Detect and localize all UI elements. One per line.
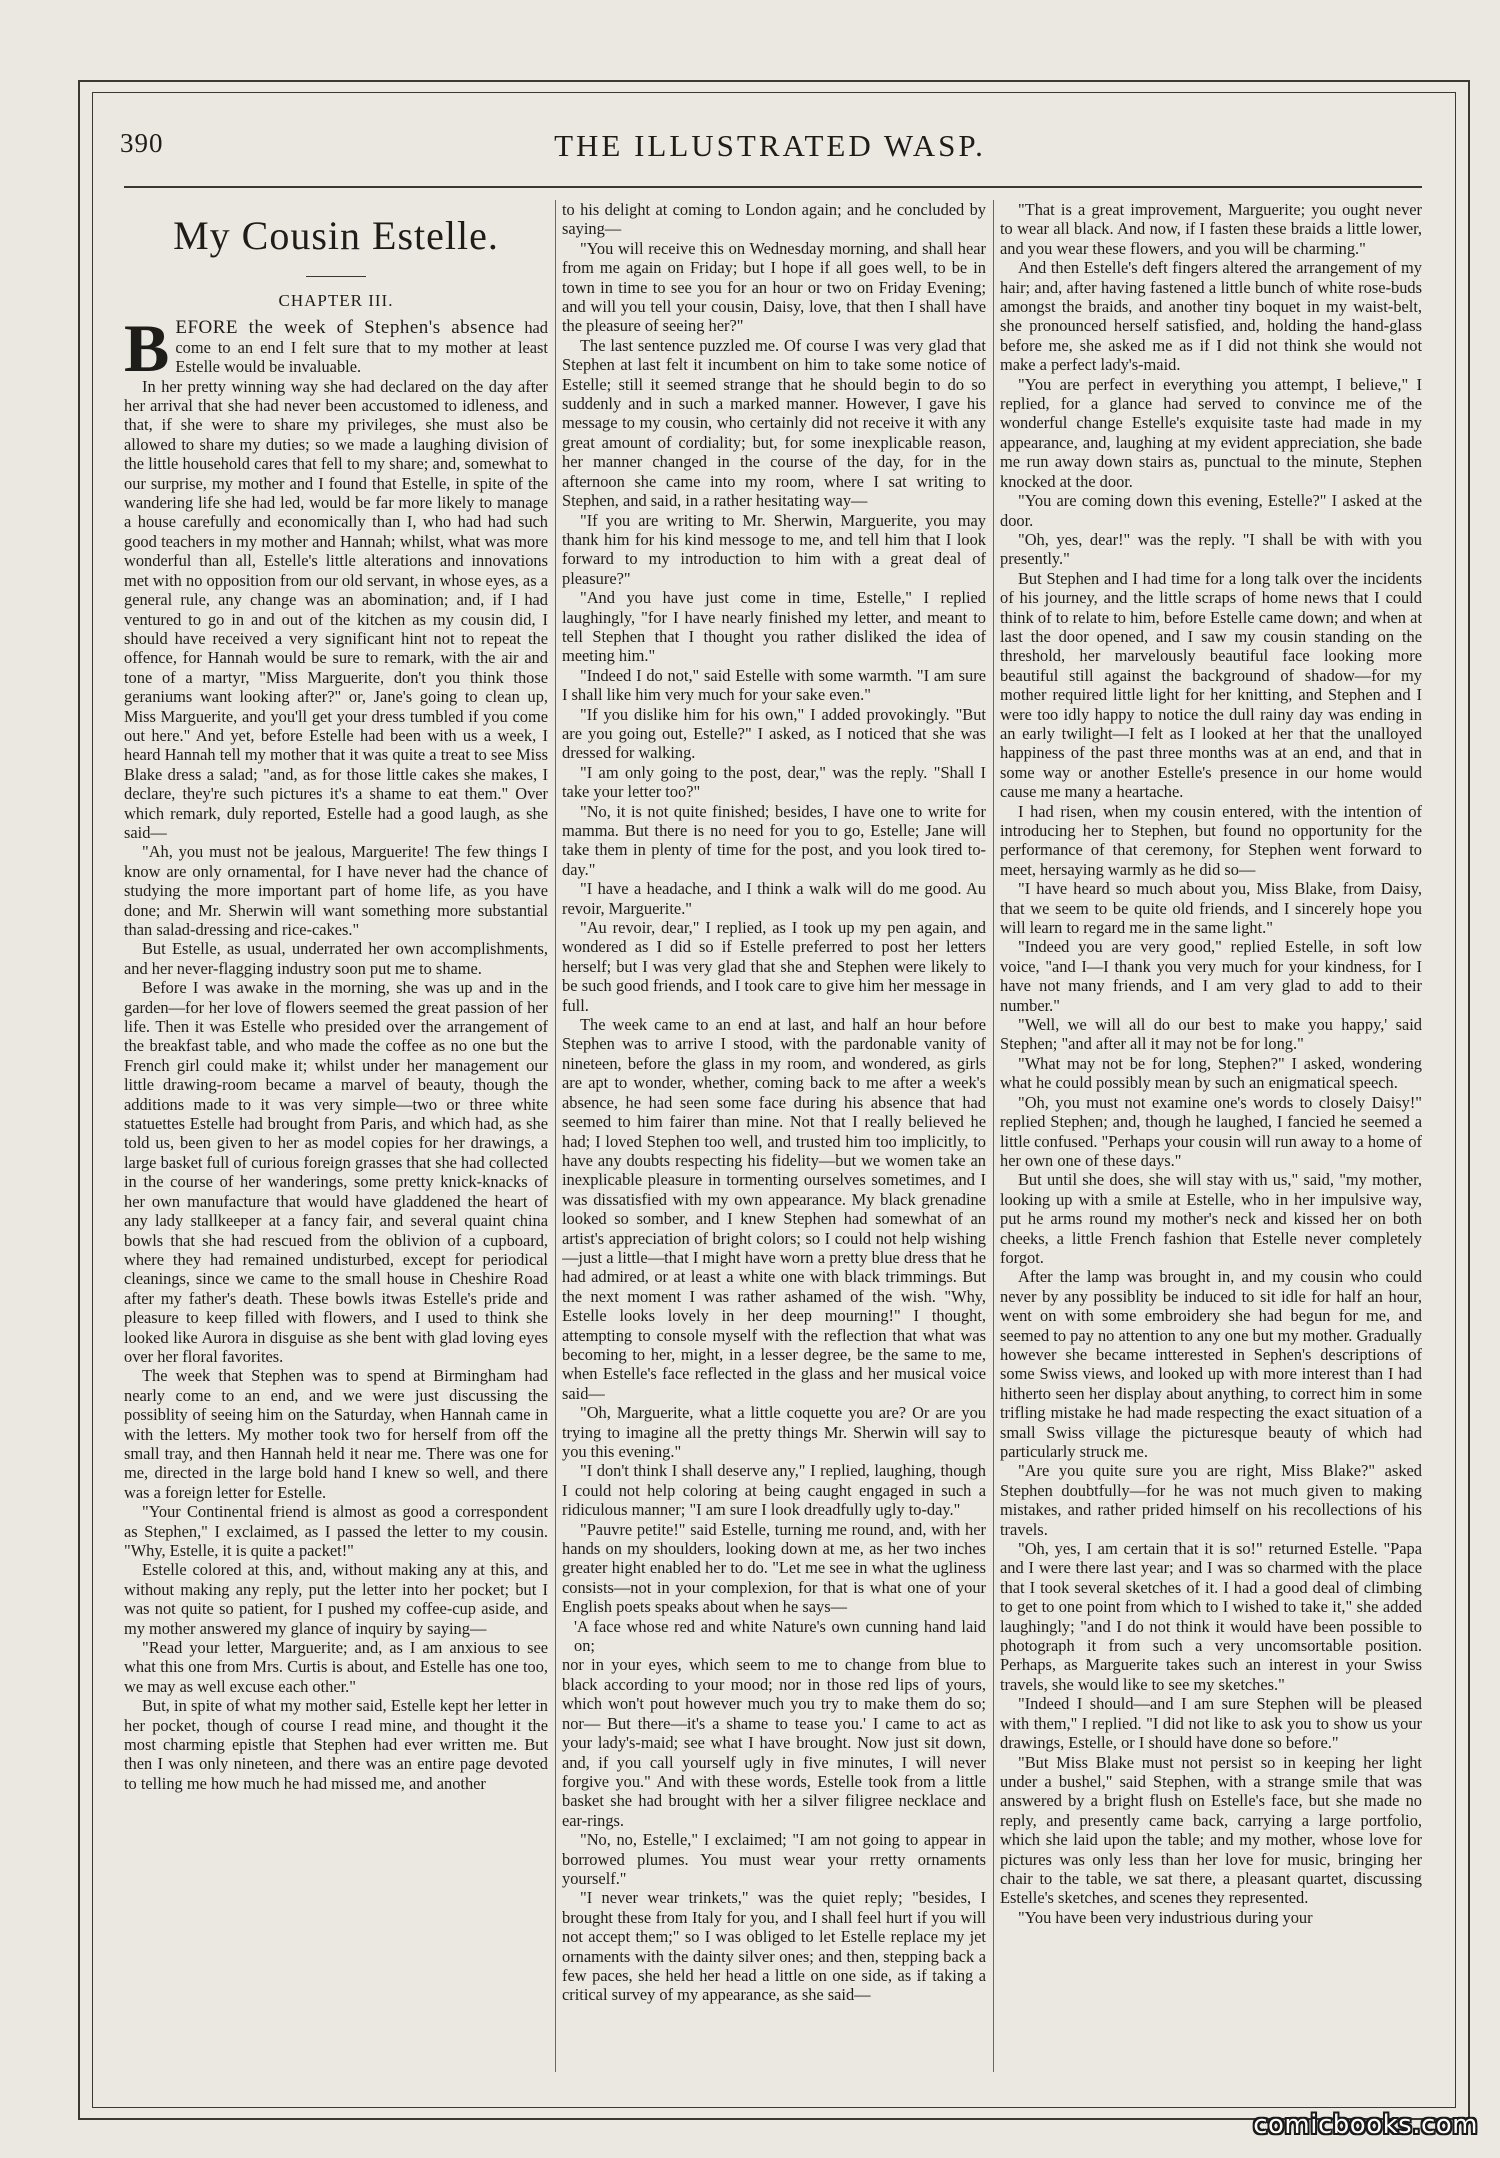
paragraph: "You have been very industrious during your: [1018, 1907, 1313, 1927]
article-columns: [124, 200, 1422, 2072]
paragraph: "I don't think I shall deserve any," I replied, laughing, though I could not help coloring at being caught engaged in such a ridiculous manner; "I am sure I look dreadfully ugly to-day.": [562, 1461, 986, 1520]
column-1: [124, 200, 548, 2072]
paragraph: Before I was awake in the morning, she was up and in the garden—for her love of flowers seemed the great passion of her life. Then it was Estelle who presided over the arrangement of the breakfast table, and who made the coffee as no one but the French girl could make it; whilst under her management our little drawing-room became a marvel of beauty, though the additions made to it was very simple—two or three white statuettes Estelle had brought from Paris, and which had, as she told us, been given to her as model copies for her drawings, a large basket full of curious foreign grasses that she had collected in the course of her wanderings, some pretty knick-knacks of her own manufacture that would have gladdened the heart of any lady stallkeeper at a fancy fair, and several quaint china bowls that she had rescued from the oblivion of a cupboard, where they had remained undisturbed, except for periodical cleanings, since we came to the small house in Cheshire Road after my father's death. These bowls itwas Estelle's pride and pleasure to keep filled with flowers, and I used to think she looked like Aurora in disguise as she bent with glad loving eyes over her floral favorites.: [124, 978, 548, 1366]
paragraph: "No, no, Estelle," I exclaimed; "I am not going to appear in borrowed plumes. You must wear your rretty ornaments yourself.": [562, 1830, 986, 1888]
paragraph: "If you are writing to Mr. Sherwin, Marguerite, you may thank him for his kind messoge to me, and tell him that I look forward to my introduction to him with a great deal of pleasure?": [562, 510, 986, 588]
drop-cap: B: [124, 310, 170, 387]
paragraph: "Are you quite sure you are right, Miss Blake?" asked Stephen doubtfully—for he was not much given to making mistakes, and rather prided himself on his recollections of his travels.: [1000, 1461, 1422, 1539]
paragraph: "I am only going to the post, dear," was the reply. "Shall I take your letter too?": [562, 762, 986, 802]
paragraph: I had risen, when my cousin entered, with the intention of introducing her to Stephen, but found no opportunity for the performance of that ceremony, for Stephen went forward to meet, hersaying warmly as he did so—: [1000, 801, 1422, 879]
paragraph: But Stephen and I had time for a long talk over the incidents of his journey, and the little scraps of home news that I could think of to relate to him, before Estelle came down; and when at last the door opened, and I saw my cousin standing on the threshold, her marvelously beautiful face looking more beautiful still against the background of shadow—for my mother required little light for her knitting, and Stephen and I were too idly happy to notice the dull rainy day was ending in an early twilight—I felt as I looked at her that the unalloyed happiness of the past three months was at an end, and that in some way or another Estelle's presence in our home would cause me many a heartache.: [1000, 568, 1422, 802]
paragraph: "Indeed I should—and I am sure Stephen will be pleased with them," I replied. "I did not like to ask you to show us your drawings, Estelle, or I should have done so before.": [1000, 1694, 1422, 1753]
header-rule: [124, 186, 1422, 188]
paragraph: "You are coming down this evening, Estelle?" I asked at the door.: [1000, 491, 1422, 530]
paragraph: In her pretty winning way she had declared on the day after her arrival that she had never been accustomed to idleness, and that, if she were to share my privileges, she must also be allowed to share my duties; so we made a laughing division of the little household cares that fell to my share; and, somewhat to our surprise, my mother and I found that Estelle, in spite of the wandering life she had led, would be far more likely to manage a house carefully and economically than I, who had had such good teachers in my mother and Hannah; whilst, what was more wonderful than all, Estelle's little alterations and innovations met with no opposition from our old servant, in whose eyes, as a general rule, any change was an abomination; and, if I had ventured to go in and out of the kitchen as my cousin did, I should have received a very significant hint not to repeat the offence, for Hannah would be sure to remark, with the air and tone of a martyr, "Miss Marguerite, don't you think those geraniums want looking after?" or, Jane's going to clean up, Miss Marguerite, and you'll get your dress tumbled if you come out here." And yet, before Estelle had been with us a week, I heard Hannah tell my mother that it was quite a treat to see Miss Blake dress a salad; "and, as for those little cakes she makes, I declare, they're such pictures it's a shame to eat them." Over which remark, duly reported, Estelle had a good laugh, as she said—: [124, 376, 548, 842]
paragraph: "And you have just come in time, Estelle," I replied laughingly, "for I have nearly finished my letter, and meant to tell Stephen that I thought you rather disliked the idea of meeting him.": [562, 588, 986, 666]
paragraph: After the lamp was brought in, and my cousin who could never by any possiblity be induced to sit idle for half an hour, went on with some embroidery she had begun for me, and seemed to pay no attention to any one but my mother. Gradually however she became intterested in Sephen's descriptions of some Swiss views, and looked up with more interest than I had hitherto seen her display about anything, to correct him in some trifling mistake he had made respecting the exact situation of a small Swiss village the picturesque beauty of which had particularly struck me.: [1000, 1267, 1422, 1461]
paragraph: "If you dislike him for his own," I added provokingly. "But are you going out, Estelle?" I asked, as I noticed that she was dressed for walking.: [562, 704, 986, 763]
paragraph: "Oh, yes, dear!" was the reply. "I shall be with with you presently.": [1000, 529, 1422, 569]
paragraph: to his delight at coming to London again; and he concluded by saying—: [562, 200, 986, 239]
paragraph: "Well, we will all do our best to make you happy,' said Stephen; "and after all it may not be for long.": [1000, 1015, 1422, 1054]
paragraph: "Oh, Marguerite, what a little coquette you are? Or are you trying to imagine all the pretty things Mr. Sherwin will say to you this evening.": [562, 1403, 986, 1461]
paragraph: "Oh, you must not examine one's words to closely Daisy!" replied Stephen; and, though he laughed, I fancied he seemed a little confused. "Perhaps your cousin will run away to a home of her own one of these days.": [1000, 1092, 1422, 1170]
paragraph-text: had come to an end I felt sure that to my mother at least Estelle would be invaluable.: [175, 318, 548, 377]
paragraph: But until she does, she will stay with us," said, "my mother, looking up with a smile at Estelle, who in her impulsive way, put he arms round my mother's neck and kissed her on both cheeks, a little French fashion that Estelle never completely forgot.: [1000, 1170, 1422, 1267]
paragraph: And then Estelle's deft fingers altered the arrangement of my hair; and, after having fastened a little bunch of white rose-buds amongst the braids, and another tiny boquet in my waist-belt, she pronounced herself satisfied, and, holding the hand-glass before me, she asked me as if I did not think she would not make a perfect lady's-maid.: [1000, 258, 1422, 375]
paragraph: But, in spite of what my mother said, Estelle kept her letter in her pocket, though of course I read mine, and thought it the most charming epistle that Stephen had ever written me. But then I was only nineteen, and there was an entire page devoted to telling me how much he had missed me, and another: [124, 1696, 548, 1793]
watermark-logo: comicbooks.com: [1253, 2110, 1478, 2140]
paragraph: "Oh, yes, I am certain that it is so!" returned Estelle. "Papa and I were there last year; and I was so charmed with the place that I took several sketches of it. I had a good deal of climbing to get to one point from which to I wished to take it," she added laughingly; "and I do not think it would have been possible to photograph it from such a very uncomsortable position. Perhaps, as Marguerite takes such an interest in your Swiss travels, she would like to see my sketches.": [1000, 1539, 1422, 1694]
paragraph: "Pauvre petite!" said Estelle, turning me round, and, with her hands on my shoulders, looking down at me, as her two inches greater hight enabled her to do. "Let me see in what the ugliness consists—not in your complexion, for that is what one of your English poets speaks about when he says—: [562, 1519, 986, 1617]
paragraph: But Estelle, as usual, underrated her own accomplishments, and her never-flagging industry soon put me to shame.: [124, 939, 548, 978]
paragraph: nor in your eyes, which seem to me to change from blue to black according to your mood; nor in those red lips of yours, which won't pout however much you try to make them do so; nor— But there—it's a shame to tease you.' I came to act as your lady's-maid; see what I have brought. Now just sit down, and, if you call yourself ugly in five minutes, I will never forgive you." And with these words, Estelle took from a little basket she had brought with her a silver filigree necklace and ear-rings.: [562, 1655, 986, 1830]
paragraph: "Indeed I do not," said Estelle with some warmth. "I am sure I shall like him very much for your sake even.": [562, 665, 986, 705]
column-3: [1000, 200, 1422, 2072]
paragraph: Estelle colored at this, and, without making any at this, and without making any reply, put the letter into her pocket; but I was not quite so patient, for I pushed my coffee-cup aside, and my mother answered my glance of inquiry by saying—: [124, 1560, 548, 1638]
paragraph: "Au revoir, dear," I replied, as I took up my pen again, and wondered as I did so if Estelle preferred to post her letters herself; but I was very glad that she and Stephen were likely to be such good friends, and I took care to give him her message in full.: [562, 918, 986, 1015]
paragraph: "I have heard so much about you, Miss Blake, from Daisy, that we seem to be quite old friends, and I sincerely hope you will learn to regard me in the same light.": [1000, 879, 1422, 938]
paragraph: "I never wear trinkets," was the quiet reply; "besides, I brought these from Italy for you, and I shall feel hurt if you will not accept them;" so I was obliged to let Estelle replace my jet ornaments with the dainty silver ones; and then, stepping back a few paces, she held her head a little on one side, as if taking a critical survey of my appearance, as she said—: [562, 1888, 986, 2005]
page-header: [120, 124, 1420, 168]
column-2: [562, 200, 986, 2072]
paragraph: The last sentence puzzled me. Of course I was very glad that Stephen at last felt it incumbent on him to take some notice of Estelle; still it seemed strange that he should begin to do so suddenly and in such a marked manner. However, I gave his message to my cousin, who certainly did not receive it with any great amount of cordiality; but, for some inexplicable reason, her manner changed in the course of the day, for in the afternoon she came into my room, where I sat writing to Stephen, and said, in a rather hesitating way—: [562, 335, 986, 511]
paragraph: "No, it is not quite finished; besides, I have one to write for mamma. But there is no need for you to go, Estelle; Jane will take them in plenty of time for the post, and you look tired to-day.": [562, 801, 986, 879]
paragraph: "Ah, you must not be jealous, Marguerite! The few things I know are only ornamental, for I have never had the chance of studying the more important part of home life, as you have done; and Mr. Sherwin will want something more substantial than salad-dressing and rice-cakes.": [124, 842, 548, 939]
paragraph: "But Miss Blake must not persist so in keeping her light under a bushel," said Stephen, with a strange smile that was answered by a bright flush on Estelle's face, but she made no reply, and presently came back, carrying a large portfolio, which she laid upon the table; and my mother, whose love for pictures was only less than her love for music, bringing her chair to the table, we sat there, a pleasant quartet, discussing Estelle's sketches, and scenes they represented.: [1000, 1752, 1422, 1908]
paragraph: "You will receive this on Wednesday morning, and shall hear from me again on Friday; but I hope if all goes well, to be in town in time to see you for an hour or two on Friday Evening; and will you tell your cousin, Daisy, love, that then I shall have the pleasure of seeing her?": [562, 238, 986, 336]
title-rule: [306, 276, 366, 277]
paragraph: "I have a headache, and I think a walk will do me good. Au revoir, Marguerite.": [562, 879, 986, 918]
paragraph: "What may not be for long, Stephen?" I asked, wondering what he could possibly mean by such an enigmatical speech.: [1000, 1053, 1422, 1093]
paragraph: The week came to an end at last, and half an hour before Stephen was to arrive I stood, with the pardonable vanity of nineteen, before the glass in my room, and wondered, as girls are apt to wonder, whether, coming back to me after a week's absence, he had seen some face during his absence that had seemed to him fairer than mine. Not that I really believed he had; I loved Stephen too well, and trusted him too implicitly, to have any doubts respecting his fidelity—but we women take an inexplicable pleasure in tormenting ourselves sometimes, and I was dissatisfied with my own appearance. My black grenadine looked so somber, and I knew Stephen had somewhat of an artist's appreciation of bright colors; so I could not help wishing—just a little—that I might have worn a pretty blue dress that he had admired, or at least a white one with black trimmings. But the next moment I was rather ashamed of the wish. "Why, Estelle looks lovely in her deep mourning!" I thought, attempting to console myself with the reflection that what was becoming to her, might, in a lesser degree, be the same to me, when Estelle's face reflected in the glass and her musical voice said—: [562, 1015, 986, 1403]
paragraph: "Indeed you are very good," replied Estelle, in soft low voice, "and I—I thank you very much for your kindness, for I have not many friends, and I am very glad to add to their number.": [1000, 937, 1422, 1015]
paragraph: 'A face whose red and white Nature's own cunning hand laid on;: [574, 1616, 986, 1656]
chapter-heading: CHAPTER III.: [278, 291, 394, 310]
masthead: THE ILLUSTRATED WASP.: [554, 128, 986, 163]
story-title: My Cousin Estelle.: [173, 213, 499, 258]
paragraph: "That is a great improvement, Marguerite; you ought never to wear all black. And now, if I fasten these braids a little lower, and you wear these flowers, and you will be charming.": [1000, 200, 1422, 258]
paragraph: "Your Continental friend is almost as good a correspondent as Stephen," I exclaimed, as I passed the letter to my cousin. "Why, Estelle, it is quite a packet!": [124, 1502, 548, 1560]
opening-words: EFORE the week of Stephen's absence: [175, 317, 515, 339]
page-number: 390: [120, 128, 164, 158]
opening-paragraph: [124, 310, 548, 387]
paragraph: "You are perfect in everything you attempt, I believe," I replied, for a glance had served to convince me of the wonderful change Estelle's exquisite taste had made in my appearance, and, laughing at my evident appreciation, she bade me run away down stairs as, punctual to the minute, Stephen knocked at the door.: [1000, 374, 1422, 491]
paragraph: "Read your letter, Marguerite; and, as I am anxious to see what this one from Mrs. Curtis is about, and Estelle has one too, we may as well excuse each other.": [124, 1638, 548, 1696]
paragraph: The week that Stephen was to spend at Birmingham had nearly come to an end, and we were just discussing the possiblity of seeing him on the Saturday, when Hannah came in with the letters. My mother took two for herself from off the small tray, and then Hannah held it near me. There was one for me, directed in the large bold hand I knew so well, and there was a foreign letter for Estelle.: [124, 1366, 548, 1502]
